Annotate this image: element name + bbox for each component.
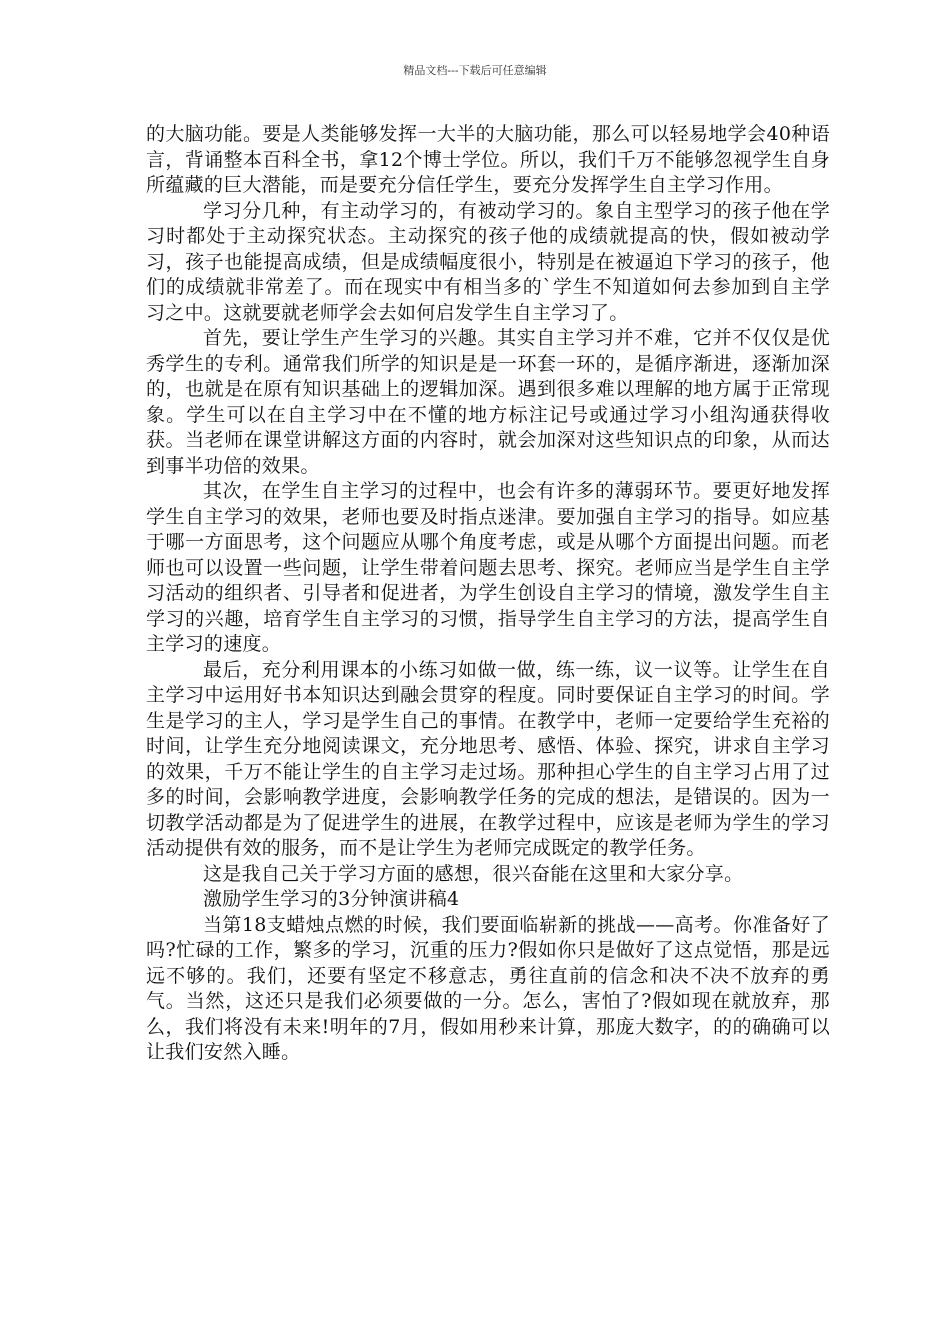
paragraph: 当第18支蜡烛点燃的时候，我们要面临崭新的挑战——高考。你准备好了吗?忙碌的工作，繁多的学习，沉重的压力?假如你只是做好了这点觉悟，那是远远不够的。我们，还要有坚定不移意志，勇往直前的信念和决不决不放弃的勇气。当然，这还只是我们必须要做的一分。怎么，害怕了?假如现在就放弃，那么，我们将没有未来!明年的7月，假如用秒来计算，那庞大数字，的的确确可以让我们安然入睡。 (146, 913, 830, 1063)
paragraph: 的大脑功能。要是人类能够发挥一大半的大脑功能，那么可以轻易地学会40种语言，背诵整本百科全书，拿12个博士学位。所以，我们千万不能够忽视学生自身所蕴藏的巨大潜能，而是要充分信任学生，要充分发挥学生自主学习作用。 (146, 123, 830, 196)
document-body (146, 122, 830, 1066)
section-heading: 激励学生学习的3分钟演讲稿4 (203, 888, 460, 910)
paragraph: 这是我自己关于学习方面的感想，很兴奋能在这里和大家分享。 (203, 862, 744, 885)
paragraph: 首先，要让学生产生学习的兴趣。其实自主学习并不难，它并不仅仅是优秀学生的专利。通常我们所学的知识是是一环套一环的，是循序渐进，逐渐加深的，也就是在原有知识基础上的逻辑加深。遇到很多难以理解的地方属于正常现象。学生可以在自主学习中在不懂的地方标注记号或通过学习小组沟通获得收获。当老师在课堂讲解这方面的内容时，就会加深对这些知识点的印象，从而达到事半功倍的效果。 (146, 327, 830, 477)
page-header: 精品文档---下载后可任意编辑 (403, 64, 547, 77)
paragraph: 其次，在学生自主学习的过程中，也会有许多的薄弱环节。要更好地发挥学生自主学习的效果，老师也要及时指点迷津。要加强自主学习的指导。如应基于哪一方面思考，这个问题应从哪个角度考虑，或是从哪个方面提出问题。而老师也可以设置一些问题，让学生带着问题去思考、探究。老师应当是学生自主学习活动的组织者、引导者和促进者，为学生创设自主学习的情境，激发学生自主学习的兴趣，培育学生自主学习的习惯，指导学生自主学习的方法，提高学生自主学习的速度。 (146, 480, 830, 655)
paragraph: 学习分几种，有主动学习的，有被动学习的。象自主型学习的孩子他在学习时都处于主动探究状态。主动探究的孩子他的成绩就提高的快，假如被动学习，孩子也能提高成绩，但是成绩幅度很小，特别是在被逼迫下学习的孩子，他们的成绩就非常差了。而在现实中有相当多的`学生不知道如何去参加到自主学习之中。这就要就老师学会去如何启发学生自主学习了。 (146, 199, 830, 324)
paragraph: 最后，充分利用课本的小练习如做一做，练一练，议一议等。让学生在自主学习中运用好书本知识达到融会贯穿的程度。同时要保证自主学习的时间。学生是学习的主人，学习是学生自己的事情。在教学中，老师一定要给学生充裕的时间，让学生充分地阅读课文，充分地思考、感悟、体验、探究，讲求自主学习的效果，千万不能让学生的自主学习走过场。那种担心学生的自主学习占用了过多的时间，会影响教学进度，会影响教学任务的完成的想法，是错误的。因为一切教学活动都是为了促进学生的进展，在教学过程中，应该是老师为学生的学习活动提供有效的服务，而不是让学生为老师完成既定的教学任务。 (146, 658, 830, 859)
